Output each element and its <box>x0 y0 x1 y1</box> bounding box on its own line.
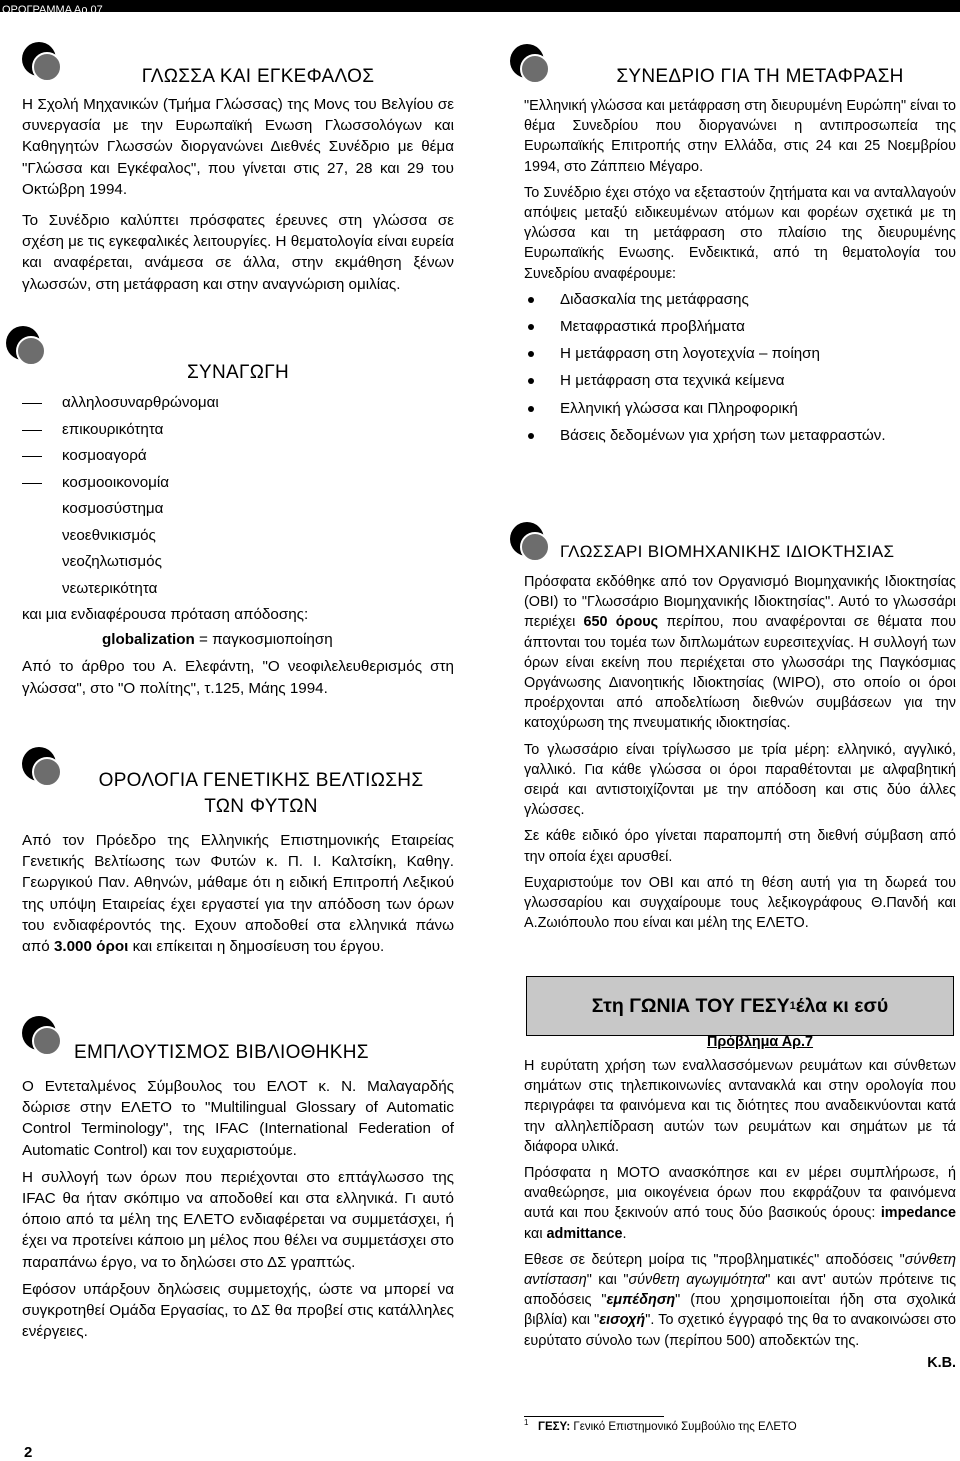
paragraph <box>524 1163 956 1244</box>
section-title: ΣΥΝΕΔΡΙΟ ΓΙΑ ΤΗ ΜΕΤΑΦΡΑΣΗ <box>616 66 904 87</box>
proposal-term: globalization <box>102 631 195 649</box>
list-item: Μεταφραστικά προβλήματα <box>524 313 956 340</box>
section-title: ΓΛΩΣΣΑ ΚΑΙ ΕΓΚΕΦΑΛΟΣ <box>141 66 375 87</box>
section-title: ΓΛΩΣΣΑΡΙ ΒΙΟΜΗΧΑΝΙΚΗΣ ΙΔΙΟΚΤΗΣΙΑΣ <box>560 542 895 561</box>
topic-list <box>524 286 956 449</box>
term: σύνθετη αντίσταση <box>524 1251 956 1289</box>
term: εμπέδηση <box>606 1292 676 1309</box>
paragraph: Η ευρύτατη χρήση των εναλλασσόμενων ρευμάτων και σύνθετων σημάτων στις τηλεπικοινωνίες αντανακλά και στην ορολογία που περιγράφει τα φαινόμενα και τις διότητες που αναδεικνύονται κατά την αλληλεπίδραση αυτών των ρευμάτων και σημάτων με τά διάφορα υλικά. <box>524 1058 956 1155</box>
corner-title-box <box>526 976 954 1036</box>
term-item: νεωτερικότητα <box>62 579 158 597</box>
corner-title-rest: έλα κι εσύ <box>795 994 889 1017</box>
proposal-intro: και μια ενδιαφέρουσα πρόταση απόδοσης: <box>22 606 309 623</box>
list-item: Η μετάφραση στη λογοτεχνία – ποίηση <box>524 340 956 367</box>
list-item: Ελληνική γλώσσα και Πληροφορική <box>524 395 956 422</box>
proposal <box>22 629 454 650</box>
text: και επίκειται η δημοσίευση του έργου. <box>128 938 385 956</box>
term: σύνθετη αγωγιμότητα <box>628 1272 766 1289</box>
text: Από τον Πρόεδρο της Ελληνικής Επιστημονικής Εταιρείας Γενετικής Βελτίωσης των Φυτών κ. Π. Ι. Καλτσίκη, Καθηγ. Γεωργικού Παν. Αθηνών, μάθαμε ότι η ειδική Επιτροπή Λεξικού της υπόψη Εταιρείας έχει εργαστεί για την απόδοση των όρων του ενδιαφέροντός της. Εχουν αποδοθεί στα ελληνικά πάνω από <box>22 832 454 956</box>
term-item: κοσμοοικονομία <box>22 470 454 497</box>
term-item: νεοεθνικισμός <box>62 526 156 544</box>
paragraph: Η Σχολή Μηχανικών (Τμήμα Γλώσσας) της Μονς του Βελγίου σε συνεργασία με την Ευρωπαϊκή Ενωση Γλωσσολόγων και Καθηγητών Γλωσσών διοργανώνει Διεθνές Συνέδριο με θέμα "Γλώσσα και Εγκέφαλος", που γίνεται στις 27, 28 και 29 του Οκτώβρη 1994. <box>22 96 454 198</box>
signature: Κ.Β. <box>927 1354 956 1371</box>
term: admittance <box>546 1225 623 1242</box>
page-number: 2 <box>24 1444 33 1461</box>
header-bar <box>0 0 960 16</box>
list-item: Διδασκαλία της μετάφρασης <box>524 286 956 313</box>
text: και <box>524 1225 547 1242</box>
section-bullet-icon <box>6 326 46 366</box>
section-translation-conference <box>524 66 956 449</box>
term-item: αλληλοσυναρθρώνομαι <box>22 390 454 417</box>
text: " και " <box>586 1272 629 1289</box>
section-genetics <box>22 768 454 957</box>
emphasis: 650 όρους <box>583 614 659 631</box>
paragraph: Η συλλογή των όρων που περιέχονται στο επτάγλωσσο της IFAC θα ήταν σκόπιμο να αποδοθεί και στα ελληνικά. Γι αυτό όποιο από τα μέλη της ΕΛΕΤΟ ενδιαφέρεται να συμμετάσχει, ή έχει να προτείνει κάποιο μη μέλος που θέλει να συμμετάσχει στο παραπάνω έργο, να το δηλώσει στο ΔΣ γραπτώς. <box>22 1168 454 1271</box>
section-ip-glossary <box>524 542 956 933</box>
term: εισοχή <box>599 1312 646 1329</box>
paragraph: Σε κάθε ειδικό όρο γίνεται παραπομπή στη διεθνή σύμβαση από την οποία έχει αρυσθεί. <box>524 828 956 865</box>
section-synagogi <box>22 362 454 699</box>
paragraph <box>524 572 956 734</box>
term-item: κοσμοσύστημα <box>62 500 164 517</box>
text: Πρόσφατα η ΜΟΤΟ ανασκόπησε και εν μέρει συμπλήρωσε, ή αναθεώρησε, μια οικογένεια όρων που εκφράζουν τα φαινόμενα αυτά και που ξεκινούν από τους δύο βασικούς όρους: <box>524 1165 956 1222</box>
footnote-label: ΓΕΣΥ: <box>538 1420 571 1433</box>
text: Εθεσε σε δεύτερη μοίρα τις "προβληματικές" αποδόσεις " <box>524 1251 905 1268</box>
paragraph: Ευχαριστούμε τον OBI και από τη θέση αυτή για τη δωρεά του γλωσσαρίου και συγχαίρουμε τους λεξικογράφους Θ.Πανδή και Α.Ζωιόπουλο που είναι και μέλη της ΕΛΕΤΟ. <box>524 874 956 932</box>
footnote-text: Γενικό Επιστημονικό Συμβούλιο της ΕΛΕΤΟ <box>570 1420 797 1433</box>
text: . <box>622 1225 627 1242</box>
source-citation: Από το άρθρο του Α. Ελεφάντη, "Ο νεοφιλελευθερισμός στη γλώσσα", στο "Ο πολίτης", τ.125, Μάης 1994. <box>22 658 454 697</box>
corner-title: Στη ΓΩΝΙΑ ΤΟΥ ΓΕΣΥ <box>591 994 790 1017</box>
term-item: κοσμοαγορά <box>22 443 454 470</box>
paragraph: Το Συνέδριο έχει στόχο να εξεταστούν ζητήματα και να ανταλλαγούν απόψεις μεταξύ ειδικευμένων ατόμων και φορέων σχετικά με τη γλώσσα και τη μετάφραση στο πλαίσιο της διευρυμένης Ευρωπαϊκής Ενωσης. Ενδεικτικά, από τη θεματολογία του Συνεδρίου αναφέρουμε: <box>524 184 956 282</box>
problem-title: Πρόβλημα Αρ.7 <box>706 1034 814 1050</box>
title-line: ΤΩΝ ΦΥΤΩΝ <box>204 796 318 817</box>
text: περίπου, που αναφέρονται σε θέματα που άπτονται του τομέα των διπλωμάτων ευρεσιτεχνίας. Η συλλογή των όρων είναι εκείνη που περιέχεται στο γλωσσάρι της Παγκόσμιας Οργάνωσης Διανοητικής Ιδιοκτησίας (WIPO), στο οποίο οι όροι προέρχονται από αποδελτίωση διεθνών συμβάσεων για την κατοχύρωση της πνευματικής ιδιοκτησίας. <box>524 614 956 732</box>
term-item: επικουρικότητα <box>22 417 454 444</box>
list-item: Βάσεις δεδομένων για χρήση των μεταφραστών. <box>524 422 956 449</box>
section-title: ΕΜΠΛΟΥΤΙΣΜΟΣ ΒΙΒΛΙΟΘΗΚΗΣ <box>74 1042 369 1063</box>
paragraph: Το Συνέδριο καλύπτει πρόσφατες έρευνες στη γλώσσα σε σχέση με τις εγκεφαλικές λειτουργίες. Η θεματολογία είναι ευρεία και αναφέρεται, ανάμεσα σε άλλα, στην εκμάθηση ξένων γλωσσών, στη μετάφραση και στην αναγνώριση ομιλίας. <box>22 212 454 293</box>
paragraph: Εφόσον υπάρξουν δηλώσεις συμμετοχής, ώστε να μπορεί να συγκροτηθεί Ομάδα Εργασίας, το ΔΣ θα προβεί στις κατάλληλες ενέργειες. <box>22 1280 454 1341</box>
proposal-translation: = παγκοσμιοποίηση <box>194 631 333 649</box>
paragraph: Το γλωσσάριο είναι τρίγλωσσο με τρία μέρη: ελληνικό, αγγλικό, γαλλικό. Για κάθε γλώσσα οι όροι παραθέτονται με αλφαβητική σειρά και αντιστοιχίζονται με την απόδοση και στις δύο άλλες γλώσσες. <box>524 741 956 819</box>
text: Πρόσφατα εκδόθηκε από τον Οργανισμό Βιομηχανικής Ιδιοκτησίας (OBI) το "Γλωσσάριο Βιομηχανικής Ιδιοκτησίας". Αυτό το γλωσσάρι περιέχει <box>524 574 956 631</box>
text: " και αντ' αυτών πρότεινε τις αποδόσεις " <box>524 1272 957 1309</box>
footnote <box>524 1418 797 1433</box>
paragraph <box>524 1250 956 1351</box>
footnote-number: 1 <box>524 1418 529 1427</box>
section-corner <box>524 1034 956 1371</box>
paragraph: "Ελληνική γλώσσα και μετάφραση στη διευρυμένη Ευρώπη" είναι το θέμα Συνεδρίου που διοργανώνει η αντιπροσωπεία της Ευρωπαϊκής Επιτροπής στην Ελλάδα, στις 24 και 25 Νοεμβρίου 1994, στο Ζάππειο Μέγαρο. <box>524 98 956 175</box>
emphasis: 3.000 όροι <box>53 938 129 956</box>
section-language-brain <box>22 66 454 295</box>
section-library <box>22 1042 454 1342</box>
footnote-rule <box>524 1416 664 1417</box>
section-title <box>22 768 454 820</box>
paragraph: Ο Εντεταλμένος Σύμβουλος του ΕΛΟΤ κ. Ν. Μαλαγαρδής δώρισε στην ΕΛΕΤΟ το "Multilingual Glossary of Automatic Control Terminology", της IFAC (International Federation of Automatic Control) και τον ευχαριστούμε. <box>22 1078 454 1159</box>
footnote-ref: 1 <box>789 1000 796 1012</box>
list-item: Η μετάφραση στα τεχνικά κείμενα <box>524 367 956 394</box>
paragraph <box>22 830 454 957</box>
text: " (που χρησιμοποιείται ήδη στα σχολικά βιβλία) και " <box>524 1292 956 1329</box>
title-line: ΟΡΟΛΟΓΙΑ ΓΕΝΕΤΙΚΗΣ ΒΕΛΤΙΩΣΗΣ <box>98 770 424 791</box>
text: ". Το σχετικό έγγραφό της θα το ανακοινώσει στο ευρύτατο σύνολο των (περίπου 500) αποδεκτών της. <box>524 1312 956 1349</box>
term-item: νεοζηλωτισμός <box>62 553 162 570</box>
section-title: ΣΥΝΑΓΩΓΗ <box>186 362 290 383</box>
header-label: ΟΡΟΓΡΑΜΜΑ Αρ.07 <box>2 4 103 16</box>
term: impedance <box>880 1205 956 1222</box>
